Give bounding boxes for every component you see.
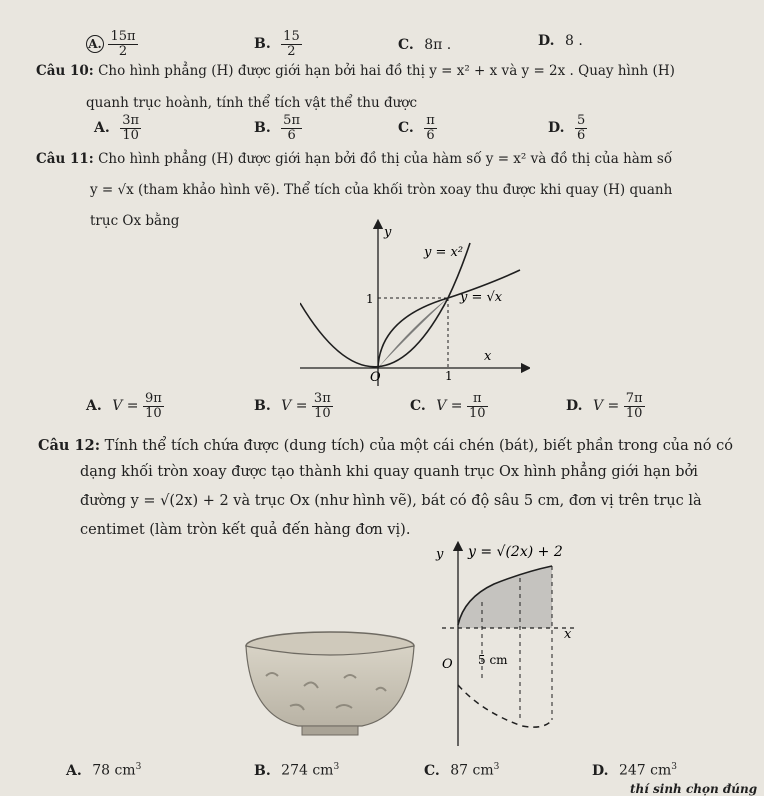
q11-y-axis-label: y: [384, 225, 392, 240]
q9-option-b[interactable]: [254, 30, 302, 58]
q11-x-axis-label: x: [484, 349, 492, 364]
q11-tick-y: 1: [366, 292, 374, 306]
q9-option-c-label: C.: [398, 37, 414, 53]
q12-option-b[interactable]: [254, 762, 339, 779]
q11-text-1: Cho hình phẳng (H) được giới hạn bởi đồ thị của hàm số y = x² và đồ thị của hàm số: [98, 151, 673, 167]
q10-option-c-fraction: $\frac{\pi}{6}$: [426, 113, 435, 143]
q9-option-a-fraction: $\frac{15\pi}{2}$: [110, 29, 136, 59]
q12-option-b-unit-exponent: 3: [333, 762, 340, 772]
q11-sqrt-curve: [378, 270, 520, 368]
q10-option-d[interactable]: [548, 114, 587, 142]
q9-option-b-label: B.: [254, 36, 271, 53]
q12-line1: [38, 437, 733, 454]
q10-option-a-label: A.: [94, 120, 110, 137]
q10-option-d-label: D.: [548, 120, 565, 137]
q12-option-d-value: 247 cm: [618, 762, 672, 779]
q11-option-d[interactable]: [566, 392, 645, 420]
q10-text-1: Cho hình phẳng (H) được giới hạn bởi hai đồ thị y = x² + x và y = 2x . Quay hình (H): [98, 63, 675, 79]
q10-option-c[interactable]: [398, 114, 437, 142]
q11-option-d-prefix: V =: [592, 398, 620, 415]
q11-option-d-label: D.: [566, 398, 583, 415]
q12-option-a-label: A.: [66, 762, 82, 779]
bowl-photo: [240, 620, 420, 740]
q11-line2: y = √x (tham khảo hình vẽ). Thể tích của khối tròn xoay thu được khi quay (H) quanh: [90, 182, 673, 198]
q12-text-1: Tính thể tích chứa được (dung tích) của một cái chén (bát), biết phần trong của nó có: [104, 438, 733, 454]
q11-option-c-prefix: V =: [436, 398, 463, 415]
q9-option-c-value: 8π .: [424, 37, 452, 53]
q11-option-d-fraction: $\frac{7\pi}{10}$: [625, 391, 643, 421]
q12-option-b-value: 274 cm: [281, 762, 334, 779]
q11-option-a-fraction: $\frac{9\pi}{10}$: [144, 391, 162, 421]
q12-line4: centimet (làm tròn kết quả đến hàng đơn vị).: [80, 522, 411, 538]
q9-option-a[interactable]: [86, 30, 138, 58]
q10-option-a[interactable]: [94, 114, 141, 142]
q11-curve2-label: y = √x: [460, 290, 503, 305]
q12-line2: dạng khối tròn xoay được tạo thành khi quay quanh trục Ox hình phẳng giới hạn bởi: [80, 464, 698, 480]
q11-graph: [300, 218, 530, 388]
q12-x-axis-label: x: [564, 627, 572, 642]
q11-origin-label: O: [370, 370, 381, 385]
q11-option-c-label: C.: [410, 398, 426, 415]
q12-shaded-region: [458, 566, 552, 628]
q11-option-a-label: A.: [86, 398, 102, 415]
q10-option-d-fraction: $\frac{5}{6}$: [576, 113, 586, 143]
q11-curve1-label: y = x²: [424, 245, 464, 260]
q11-option-a-prefix: V =: [112, 398, 139, 415]
q12-option-d-unit-exponent: 3: [671, 762, 677, 772]
q12-option-a-unit-exponent: 3: [135, 762, 142, 772]
q11-option-b[interactable]: [254, 392, 333, 420]
q12-option-d[interactable]: [592, 762, 677, 779]
q12-y-axis-label: y: [436, 547, 444, 562]
q12-origin-label: O: [442, 657, 453, 672]
q10-line1: [36, 63, 675, 79]
q11-option-c-fraction: $\frac{\pi}{10}$: [468, 391, 486, 421]
q10-option-a-fraction: $\frac{3\pi}{10}$: [122, 113, 140, 143]
q9-option-d-value: 8 .: [564, 33, 583, 49]
q12-option-a[interactable]: [66, 762, 141, 779]
q12-label: Câu 12:: [38, 437, 101, 454]
q10-option-c-label: C.: [398, 120, 414, 137]
q12-line3: đường y = √(2x) + 2 và trục Ox (như hình vẽ), bát có độ sâu 5 cm, đơn vị trên trục là: [80, 493, 702, 509]
q10-option-b-fraction: $\frac{5\pi}{6}$: [283, 113, 300, 143]
q11-tick-x: 1: [445, 369, 453, 383]
q12-option-d-label: D.: [592, 762, 609, 779]
q11-option-b-fraction: $\frac{3\pi}{10}$: [313, 391, 331, 421]
q12-option-c-unit-exponent: 3: [493, 762, 500, 772]
q9-option-d-label: D.: [538, 33, 555, 49]
q10-label: Câu 10:: [36, 63, 94, 79]
q10-option-b-label: B.: [254, 120, 271, 137]
q12-reflected-curve: [458, 685, 552, 727]
q11-shaded-region: [378, 298, 448, 368]
q11-option-a[interactable]: [86, 392, 164, 420]
q11-option-c[interactable]: [410, 392, 488, 420]
footer-fragment: thí sinh chọn đúng: [630, 782, 758, 796]
q11-parabola-curve: [300, 243, 470, 367]
q9-option-c[interactable]: [398, 37, 451, 53]
q9-option-d[interactable]: [538, 33, 583, 49]
q12-option-c-value: 87 cm: [450, 762, 494, 779]
q12-option-b-label: B.: [254, 762, 271, 779]
q12-option-c-label: C.: [424, 762, 440, 779]
q12-option-c[interactable]: [424, 762, 499, 779]
q11-line3: trục Ox bằng: [90, 213, 180, 229]
q11-option-b-prefix: V =: [281, 398, 308, 415]
q11-line1: [36, 151, 672, 167]
q10-option-b[interactable]: [254, 114, 302, 142]
selected-answer-circle: A.: [86, 35, 104, 53]
q12-depth-label: 5 cm: [478, 653, 508, 667]
q11-option-b-label: B.: [254, 398, 271, 415]
q12-graph: [412, 540, 592, 750]
q10-line2: quanh trục hoành, tính thể tích vật thể thu được: [86, 95, 418, 111]
q9-option-b-fraction: $\frac{15}{2}$: [283, 29, 300, 59]
q12-curve-label: y = √(2x) + 2: [468, 544, 563, 560]
q11-label: Câu 11:: [36, 151, 94, 167]
q12-option-a-value: 78 cm: [92, 762, 136, 779]
